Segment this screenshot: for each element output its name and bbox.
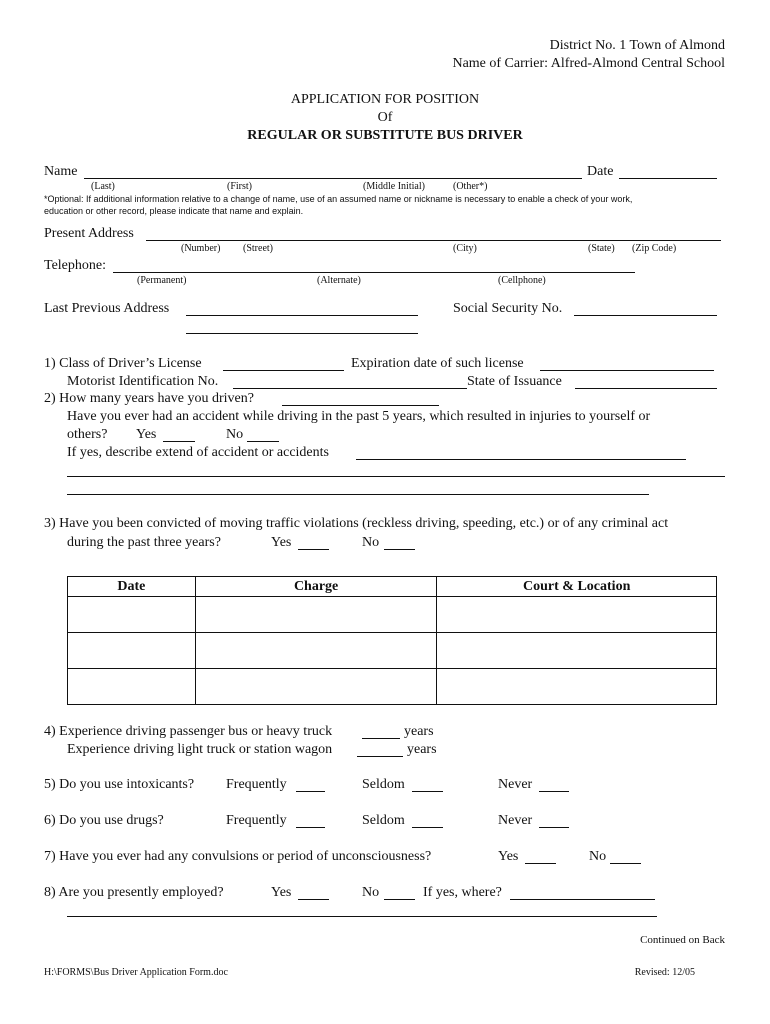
q4-light-truck-label: Experience driving light truck or station wagon bbox=[67, 742, 333, 757]
sub-number: (Number) bbox=[181, 243, 221, 254]
q3-no-label: No bbox=[362, 535, 380, 550]
col-date-header: Date bbox=[68, 577, 196, 597]
telephone-field[interactable] bbox=[113, 272, 635, 273]
q7-no-field[interactable] bbox=[610, 863, 641, 864]
q8-employed-label: 8) Are you presently employed? bbox=[44, 885, 224, 900]
q8-yes-label: Yes bbox=[271, 885, 292, 900]
q8-where-label: If yes, where? bbox=[423, 885, 502, 900]
q2-no-label: No bbox=[226, 427, 244, 442]
q6-seldom-label: Seldom bbox=[362, 813, 405, 828]
last-previous-address-field-1[interactable] bbox=[186, 315, 418, 316]
continued-on-back: Continued on Back bbox=[640, 934, 725, 946]
sub-middle: (Middle Initial) bbox=[363, 181, 425, 192]
form-title-1: APPLICATION FOR POSITION bbox=[290, 92, 480, 107]
employer-field-2[interactable] bbox=[67, 916, 657, 917]
name-label: Name bbox=[44, 164, 78, 179]
sub-other: (Other*) bbox=[453, 181, 488, 192]
employer-field-1[interactable] bbox=[510, 899, 655, 900]
sub-city: (City) bbox=[453, 243, 477, 254]
col-court-location-header: Court & Location bbox=[437, 577, 717, 597]
q5-seldom-label: Seldom bbox=[362, 777, 405, 792]
form-title-3: REGULAR OR SUBSTITUTE BUS DRIVER bbox=[247, 128, 523, 143]
q6-frequently-label: Frequently bbox=[226, 813, 287, 828]
q7-yes-label: Yes bbox=[498, 849, 519, 864]
expiration-label: Expiration date of such license bbox=[351, 356, 524, 371]
q6-drugs-label: 6) Do you use drugs? bbox=[44, 813, 164, 828]
charge-cell[interactable] bbox=[195, 669, 437, 705]
q7-yes-field[interactable] bbox=[525, 863, 556, 864]
sub-street: (Street) bbox=[243, 243, 273, 254]
court-location-cell[interactable] bbox=[437, 597, 717, 633]
q2-others-label: others? bbox=[67, 427, 108, 442]
date-cell[interactable] bbox=[68, 597, 196, 633]
telephone-label: Telephone: bbox=[44, 258, 106, 273]
license-class-field[interactable] bbox=[223, 370, 344, 371]
district-line: District No. 1 Town of Almond bbox=[549, 38, 725, 53]
last-previous-address-label: Last Previous Address bbox=[44, 301, 170, 316]
q4-light-truck-unit: years bbox=[407, 742, 437, 757]
q3-convictions-question: 3) Have you been convicted of moving traffic violations (reckless driving, speeding, etc.) or of any criminal act bbox=[44, 516, 669, 531]
table-row bbox=[68, 597, 717, 633]
col-charge-header: Charge bbox=[195, 577, 437, 597]
file-path: H:\FORMS\Bus Driver Application Form.doc bbox=[44, 967, 228, 978]
form-title-2: Of bbox=[377, 110, 393, 125]
last-previous-address-field-2[interactable] bbox=[186, 333, 418, 334]
q4-bus-truck-label: 4) Experience driving passenger bus or heavy truck bbox=[44, 724, 333, 739]
motorist-id-field[interactable] bbox=[233, 388, 467, 389]
sub-alternate: (Alternate) bbox=[317, 275, 361, 286]
table-row bbox=[68, 669, 717, 705]
date-field[interactable] bbox=[619, 178, 717, 179]
state-issuance-label: State of Issuance bbox=[467, 374, 562, 389]
ssn-label: Social Security No. bbox=[453, 301, 563, 316]
ssn-field[interactable] bbox=[574, 315, 717, 316]
q3-yes-field[interactable] bbox=[298, 549, 329, 550]
q8-no-field[interactable] bbox=[384, 899, 415, 900]
q6-seldom-field[interactable] bbox=[412, 827, 443, 828]
table-header-row bbox=[68, 577, 717, 597]
sub-last: (Last) bbox=[91, 181, 115, 192]
convictions-table bbox=[67, 576, 717, 705]
q3-three-years-label: during the past three years? bbox=[67, 535, 221, 550]
q5-frequently-field[interactable] bbox=[296, 791, 325, 792]
expiration-field[interactable] bbox=[540, 370, 714, 371]
court-location-cell[interactable] bbox=[437, 669, 717, 705]
sub-permanent: (Permanent) bbox=[137, 275, 187, 286]
date-cell[interactable] bbox=[68, 669, 196, 705]
q2-yes-field[interactable] bbox=[163, 441, 195, 442]
sub-state: (State) bbox=[588, 243, 615, 254]
q4-bus-truck-unit: years bbox=[404, 724, 434, 739]
accident-description-field-2[interactable] bbox=[67, 476, 725, 477]
q2-yes-label: Yes bbox=[136, 427, 157, 442]
q5-never-field[interactable] bbox=[539, 791, 569, 792]
q1-license-class-label: 1) Class of Driver’s License bbox=[44, 356, 202, 371]
optional-note-line1: *Optional: If additional information relative to a change of name, use of an assumed name or nickname is necessary to enable a check of your work, bbox=[44, 194, 633, 204]
q2-no-field[interactable] bbox=[247, 441, 279, 442]
state-issuance-field[interactable] bbox=[575, 388, 717, 389]
q5-frequently-label: Frequently bbox=[226, 777, 287, 792]
q2-years-driven-label: 2) How many years have you driven? bbox=[44, 391, 254, 406]
q3-no-field[interactable] bbox=[384, 549, 415, 550]
sub-first: (First) bbox=[227, 181, 252, 192]
sub-zip: (Zip Code) bbox=[632, 243, 677, 254]
table-row bbox=[68, 633, 717, 669]
q7-no-label: No bbox=[589, 849, 607, 864]
present-address-label: Present Address bbox=[44, 226, 134, 241]
q8-yes-field[interactable] bbox=[298, 899, 329, 900]
bus-truck-years-field[interactable] bbox=[362, 738, 400, 739]
accident-description-field-3[interactable] bbox=[67, 494, 649, 495]
q5-seldom-field[interactable] bbox=[412, 791, 443, 792]
name-field[interactable] bbox=[84, 178, 582, 179]
q5-intoxicants-label: 5) Do you use intoxicants? bbox=[44, 777, 195, 792]
q2-describe-label: If yes, describe extend of accident or accidents bbox=[67, 445, 329, 460]
optional-note-line2: education or other record, please indicate that name and explain. bbox=[44, 206, 304, 216]
q7-convulsions-label: 7) Have you ever had any convulsions or period of unconsciousness? bbox=[44, 849, 432, 864]
q6-never-label: Never bbox=[498, 813, 533, 828]
q3-yes-label: Yes bbox=[271, 535, 292, 550]
q6-frequently-field[interactable] bbox=[296, 827, 325, 828]
q8-no-label: No bbox=[362, 885, 380, 900]
date-cell[interactable] bbox=[68, 633, 196, 669]
q6-never-field[interactable] bbox=[539, 827, 569, 828]
accident-description-field-1[interactable] bbox=[356, 459, 686, 460]
motorist-id-label: Motorist Identification No. bbox=[67, 374, 219, 389]
q2-accident-question: Have you ever had an accident while driving in the past 5 years, which resulted in injuries to yourself or bbox=[67, 409, 651, 424]
court-location-cell[interactable] bbox=[437, 633, 717, 669]
sub-cellphone: (Cellphone) bbox=[498, 275, 546, 286]
carrier-line: Name of Carrier: Alfred-Almond Central School bbox=[452, 56, 725, 71]
charge-cell[interactable] bbox=[195, 597, 437, 633]
light-truck-years-field[interactable] bbox=[357, 756, 403, 757]
q5-never-label: Never bbox=[498, 777, 533, 792]
revised-date: Revised: 12/05 bbox=[634, 967, 695, 978]
date-label: Date bbox=[587, 164, 614, 179]
present-address-field[interactable] bbox=[146, 240, 721, 241]
charge-cell[interactable] bbox=[195, 633, 437, 669]
years-driven-field[interactable] bbox=[282, 405, 439, 406]
